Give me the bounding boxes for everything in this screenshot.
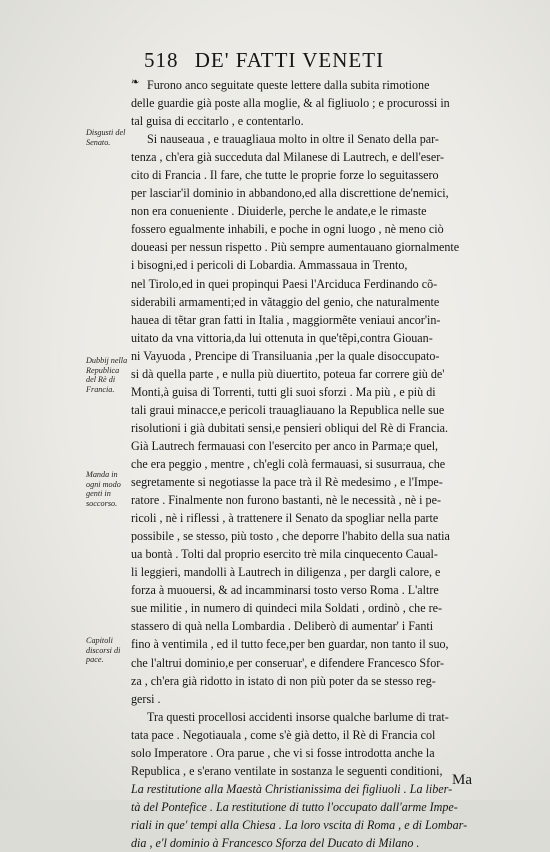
text-line: Già Lautrech fermauasi con l'esercito per anco in Parma;e quel, (131, 438, 439, 453)
text-line: i bisogni,ed i pericoli di Lobardia. Ammassaua in Trento, (131, 258, 408, 273)
text-line: ua bontà . Tolti dal proprio esercito trè mila cinquecento Caual- (131, 547, 438, 562)
text-line: segretamente si negotiasse la pace trà il Rè medesimo , e l'Impe- (131, 475, 443, 490)
text-line: riali in que' tempi alla Chiesa . La loro vscita di Roma , e di Lombar- (131, 817, 468, 832)
text-line: La restitutione alla Maestà Christianissima dei figliuoli . La liber- (131, 781, 453, 796)
text-line: tali graui minacce,e pericoli trauagliauano la Republica nelle sue (131, 402, 445, 417)
catchword: Ma (452, 772, 472, 788)
fleuron-ornament: ❧ (131, 77, 140, 88)
text-line: che era peggio , mentre , ch'egli colà fermauasi, si susurraua, che (131, 456, 446, 471)
text-line: li leggieri, mandolli à Lautrech in diligenza , per dargli calore, e (131, 565, 441, 580)
text-line: cito di Francia . Il fare, che tutte le proprie forze lo seguitassero (131, 168, 439, 183)
marginal-note: Manda in ogni modo genti in soccorso. (86, 470, 121, 508)
marginal-note: Disgusti del Senato. (86, 128, 126, 147)
text-line: nel Tirolo,ed in quei propinqui Paesi l'Arciduca Ferdinando cõ- (131, 276, 438, 291)
text-line: risolutioni i già dubitati sensi,e pensieri obliqui del Rè di Francia. (131, 420, 449, 435)
text-line: Republica , e s'erano ventilate in sostanza le seguenti conditioni, (131, 763, 443, 778)
text-line: tata pace . Negotiauala , come s'è già detto, il Rè di Francia col (131, 727, 436, 742)
text-line: fino à ventimila , ed il tutto fece,per ben guardar, non tanto il suo, (131, 637, 449, 652)
marginal-note: Capitoli discorsi di pace. (86, 636, 121, 665)
text-line: ratore . Finalmente non furono bastanti, nè le necessità , nè i pe- (131, 493, 441, 508)
text-line: hauea di tẽtar gran fatti in Italia , maggiormẽte veniaui ancor'in- (131, 312, 441, 327)
running-title: DE' FATTI VENETI (194, 48, 385, 72)
text-line: Furono anco seguitate queste lettere dalla subita rimotione (147, 78, 430, 92)
text-line: per lasciar'il dominio in abbandono,ed alla discrettione de'nemici, (131, 186, 449, 201)
text-line: tà del Pontefice . La restitutione di tutto l'occupato dall'arme Impe- (131, 799, 458, 814)
text-line: doueasi per nessun rispetto . Più sempre aumentauano giornalmente (131, 240, 460, 255)
text-line: tenza , ch'era già succeduta dal Milanese di Lautrech, e dell'eser- (131, 150, 445, 165)
running-header (144, 48, 384, 73)
text-line: stassero di quà nella Lombardia . Deliberò di aumentar' i Fanti (131, 619, 434, 634)
text-line: dia , e'l dominio à Francesco Sforza del Ducato di Milano . (131, 835, 420, 850)
text-line: uitato da vna vittoria,da lui ottenuta in que'tẽpi,contra Giouan- (131, 330, 433, 345)
text-line: forza à muouersi, & ad incamminarsi tosto verso Roma . L'altre (131, 583, 439, 598)
text-line: che l'altrui dominio,e per conseruar', e difendere Francesco Sfor- (131, 655, 445, 670)
marginal-note: Dubbij nella Republica del Rè di Francia. (86, 356, 128, 394)
text-line: gersi . (131, 691, 161, 706)
text-line: solo Imperatore . Ora parue , che vi si fosse introdotta anche la (131, 745, 435, 760)
text-line: delle guardie già poste alla moglie, & al figliuolo ; e procurossi in (131, 96, 450, 111)
text-line: possibile , se stesso, più tosto , che deporre l'habito della sua natia (131, 529, 450, 544)
text-line: tal guisa di eccitarlo , e contentarlo. (131, 114, 304, 129)
text-line: non era conueniente . Diuiderle, perche le andate,e le rimaste (131, 204, 427, 219)
text-line: sue militie , in numero di quindeci mila Soldati , ordinò , che re- (131, 601, 443, 616)
main-text (131, 76, 471, 852)
page-number: 518 (144, 48, 179, 72)
text-line: Monti,à guisa di Torrenti, tutti gli suoi sforzi . Ma più , e più di (131, 384, 436, 399)
text-line: ni Vayuoda , Prencipe di Transiluania ,per la quale disoccupato- (131, 348, 440, 363)
text-line: fossero egualmente inhabili, e poche in ogni luogo , nè meno ciò (131, 222, 444, 237)
text-line: si dà quella parte , e nulla più diuertito, poteua far correre giù de' (131, 366, 445, 381)
text-line: Si nauseaua , e trauagliaua molto in oltre il Senato della par- (147, 132, 439, 147)
text-line: Tra questi procellosi accidenti insorse qualche barlume di trat- (147, 709, 449, 724)
text-line: ricoli , nè i riflessi , à trattenere il Senato da spogliar nella parte (131, 511, 439, 526)
text-line: siderabili armamenti;ed in vãtaggio del genio, che naturalmente (131, 294, 440, 309)
text-line: za , ch'era già ridotto in istato di non più poter da se stesso reg- (131, 673, 436, 688)
